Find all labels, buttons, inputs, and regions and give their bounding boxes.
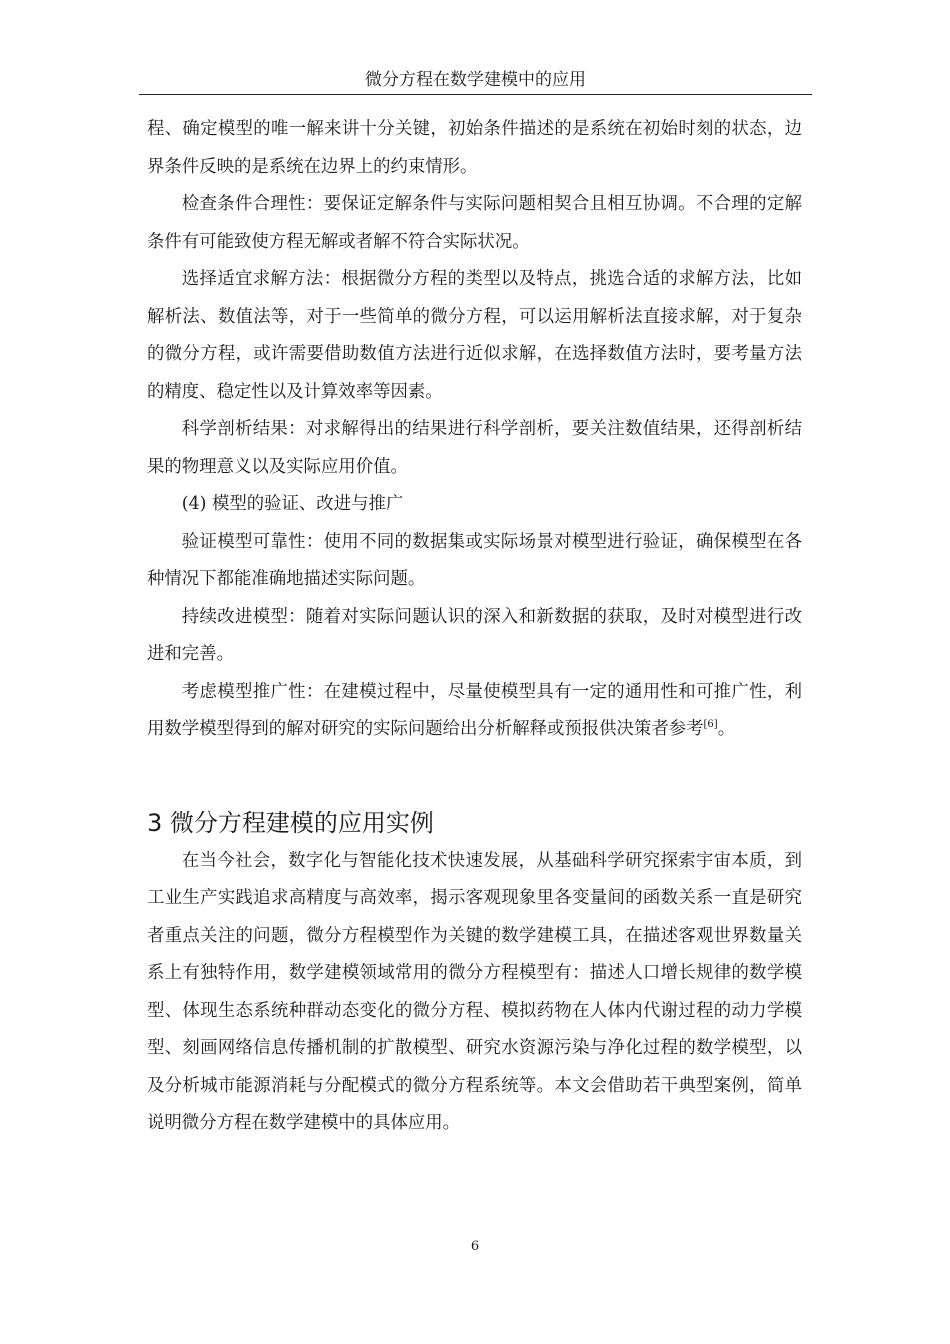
paragraph-improve-model: 持续改进模型：随着对实际问题认识的深入和新数据的获取，及时对模型进行改进和完善。 [147, 606, 802, 664]
paragraph-continuation: 程、确定模型的唯一解来讲十分关键，初始条件描述的是系统在初始时刻的状态，边界条件反映的是系统在边界上的约束情形。 [147, 119, 802, 177]
paragraph-solution-method: 选择适宜求解方法：根据微分方程的类型以及特点，挑选合适的求解方法，比如解析法、数值法等，对于一些简单的微分方程，可以运用解析法直接求解，对于复杂的微分方程，或许需要借助数值方法进行近似求解，在选择数值方法时，要考量方法的精度、稳定性以及计算效率等因素。 [147, 269, 802, 402]
subsection-heading-validation: (4) 模型的验证、改进与推广 [181, 494, 404, 514]
paragraph-analyze-results: 科学剖析结果：对求解得出的结果进行科学剖析，要关注数值结果，还得剖析结果的物理意义以及实际应用价值。 [147, 419, 802, 477]
paragraph-end-punctuation: 。 [717, 719, 736, 739]
paragraph-verify-model: 验证模型可靠性：使用不同的数据集或实际场景对模型进行验证，确保模型在各种情况下都能准确地描述实际问题。 [147, 531, 802, 589]
paragraph-check-conditions: 检查条件合理性：要保证定解条件与实际问题相契合且相互协调。不合理的定解条件有可能致使方程无解或者解不符合实际状况。 [147, 194, 802, 252]
citation-reference: [6] [703, 719, 718, 731]
running-header: 微分方程在数学建模中的应用 [139, 66, 812, 95]
section-heading: 3 微分方程建模的应用实例 [147, 808, 434, 837]
paragraph-model-promotion-text: 考虑模型推广性：在建模过程中，尽量使模型具有一定的通用性和可推广性，利用数学模型得到的解对研究的实际问题给出分析解释或预报供决策者参考 [147, 681, 802, 739]
page-body [147, 111, 802, 1143]
paragraph-section-intro: 在当今社会，数字化与智能化技术快速发展，从基础科学研究探索宇宙本质，到工业生产实践追求高精度与高效率，揭示客观现象里各变量间的函数关系一直是研究者重点关注的问题，微分方程模型作为关键的数学建模工具，在描述客观世界数量关系上有独特作用，数学建模领域常用的微分方程模型有：描述人口增长规律的数学模型、体现生态系统种群动态变化的微分方程、模拟药物在人体内代谢过程的动力学模型、刻画网络信息传播机制的扩散模型、研究水资源污染与净化过程的数学模型，以及分析城市能源消耗与分配模式的微分方程系统等。本文会借助若干典型案例，简单说明微分方程在数学建模中的具体应用。 [147, 850, 802, 1133]
paragraph-model-promotion [147, 674, 802, 749]
page-number: 6 [470, 1239, 480, 1254]
